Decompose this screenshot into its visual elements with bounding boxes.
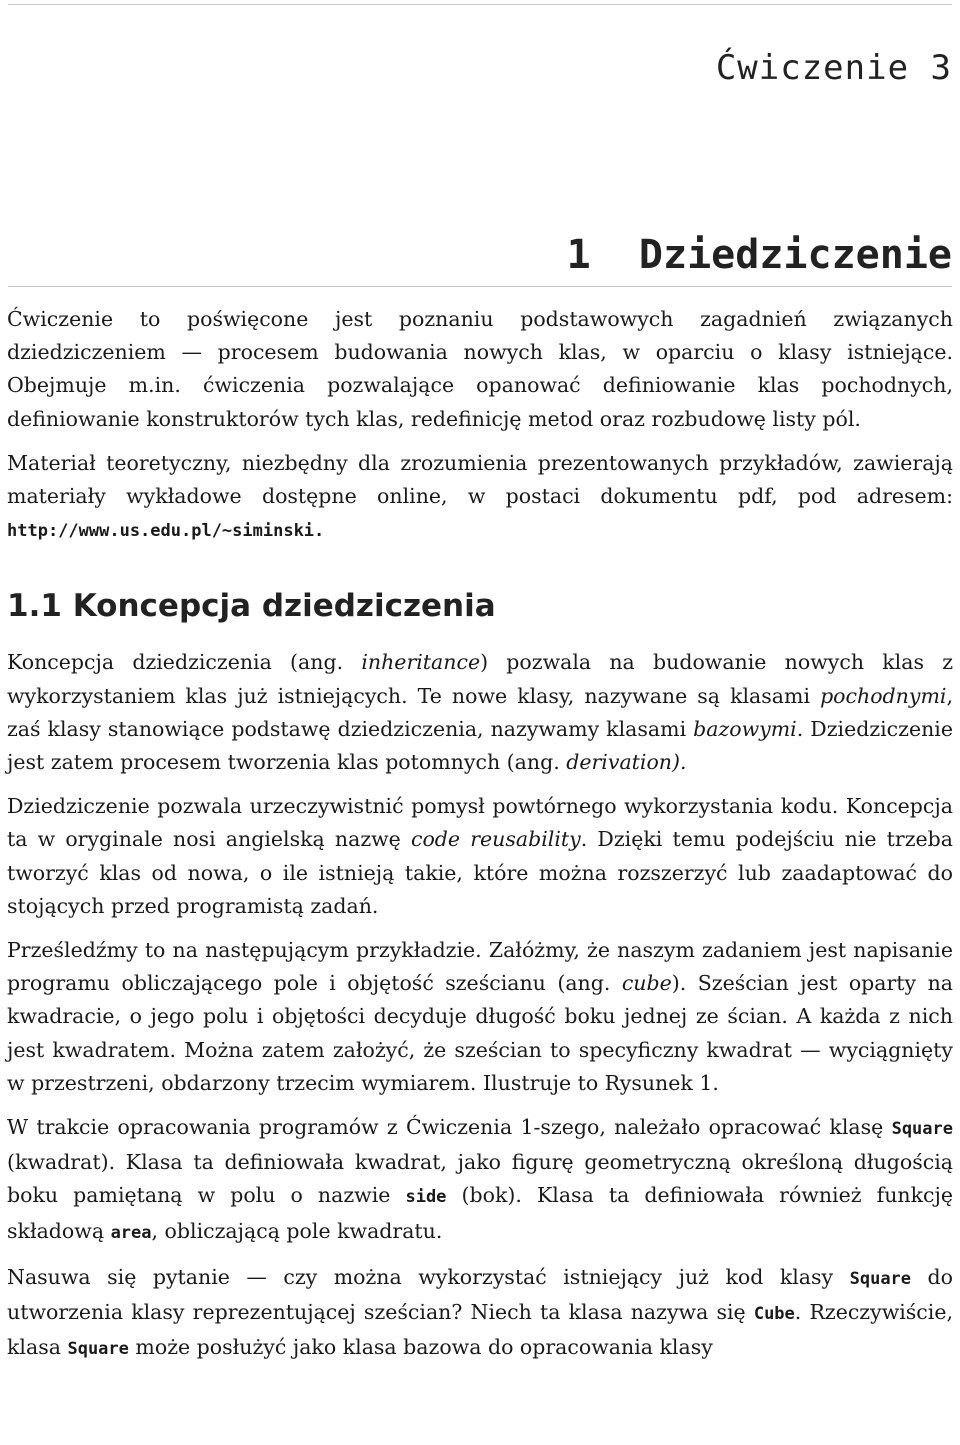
term-code-reusability: code reusability	[410, 827, 581, 852]
text: W trakcie opracowania programów z Ćwiczenia 1-szego, należało opracować klasę	[7, 1115, 892, 1140]
materials-paragraph	[7, 447, 953, 549]
code-cube: Cube	[753, 1304, 795, 1325]
subsection-heading: 1.1 Koncepcja dziedziczenia	[7, 588, 496, 625]
text: do utworzenia klasy reprezentującej sześcian? Niech ta klasa nazywa się	[7, 1264, 953, 1325]
code-area: area	[110, 1222, 152, 1243]
text: może posłużyć jako klasa bazowa do opracowania klasy	[128, 1335, 713, 1360]
code-square: Square	[891, 1119, 953, 1140]
text: . Rzeczywiście, klasa	[7, 1300, 953, 1360]
materials-url[interactable]: http://www.us.edu.pl/~siminski.	[7, 521, 325, 542]
section-heading	[567, 232, 952, 278]
text: Prześledźmy to na następującym przykładzie. Załóżmy, że naszym zadaniem jest napisanie programu obliczającego pole i objętość sześcianu (ang.	[7, 938, 953, 996]
text: ). Sześcian jest oparty na kwadracie, o jego polu i objętości decyduje długość boku jednej ze ścian. A każda z nich jest kwadratem. Można zatem założyć, że sześcian to specyficzny kwadrat — wyciągnięty w przestrzeni, obdarzony trzecim wymiarem. Ilustruje to Rysunek 1.	[7, 971, 953, 1095]
section-rule	[8, 286, 952, 287]
materials-text: Materiał teoretyczny, niezbędny dla zrozumienia prezentowanych przykładów, zawierają materiały wykładowe dostępne online, w postaci dokumentu pdf, pod adresem:	[7, 450, 953, 509]
paragraph-square-class	[7, 1111, 953, 1250]
text: (kwadrat). Klasa ta definiowała kwadrat, jako figurę geometryczną określoną długością boku pamiętaną w polu o nazwie	[7, 1150, 953, 1208]
top-rule	[8, 4, 952, 5]
term-derivation: derivation).	[566, 750, 687, 775]
paragraph-question	[7, 1261, 953, 1367]
intro-paragraph: Ćwiczenie to poświęcone jest poznaniu podstawowych zagadnień związanych dziedziczeniem — procesem budowania nowych klas, w oparciu o klasy istniejące. Obejmuje m.in. ćwiczenia pozwalające opanować definiowanie klas pochodnych, definiowanie konstruktorów tych klas, redefinicję metod oraz rozbudowę listy pól.	[7, 307, 953, 431]
text: . Dziedziczenie jest zatem procesem tworzenia klas potomnych (ang.	[7, 716, 953, 775]
section-number: 1	[566, 232, 591, 278]
text: Dziedziczenie pozwala urzeczywistnić pomysł powtórnego wykorzystania kodu. Koncepcja ta w oryginale nosi angielską nazwę	[7, 794, 953, 852]
paragraph-reuse	[7, 790, 953, 923]
section-title: Dziedziczenie	[638, 232, 952, 278]
term-inheritance: inheritance	[361, 650, 481, 675]
text: ) pozwala na budowanie nowych klas z wykorzystaniem klas już istniejących. Te nowe klasy, nazywane są klasami	[7, 650, 954, 708]
text: , obliczającą pole kwadratu.	[151, 1218, 443, 1243]
term-cube: cube	[621, 971, 672, 996]
document-body	[7, 303, 953, 1377]
code-square: Square	[67, 1339, 129, 1360]
text: (bok). Klasa ta definiowała również funkcję składową	[7, 1183, 953, 1243]
code-square: Square	[849, 1268, 912, 1289]
paragraph-example	[7, 934, 953, 1100]
paragraph-inheritance	[7, 646, 953, 779]
text: Nasuwa się pytanie — czy można wykorzystać istniejący już kod klasy	[7, 1264, 850, 1289]
term-bazowymi: bazowymi	[693, 716, 797, 741]
chapter-title: Ćwiczenie 3	[715, 48, 952, 88]
code-side: side	[405, 1187, 447, 1208]
text: , zaś klasy stanowiące podstawę dziedziczenia, nazywamy klasami	[7, 683, 953, 741]
term-pochodnymi: pochodnymi	[820, 683, 947, 708]
text: Koncepcja dziedziczenia (ang.	[7, 650, 362, 675]
text: . Dzięki temu podejściu nie trzeba tworzyć klas od nowa, o ile istnieją takie, które można rozszerzyć lub zaadaptować do stojących przed programistą zadań.	[7, 827, 953, 918]
